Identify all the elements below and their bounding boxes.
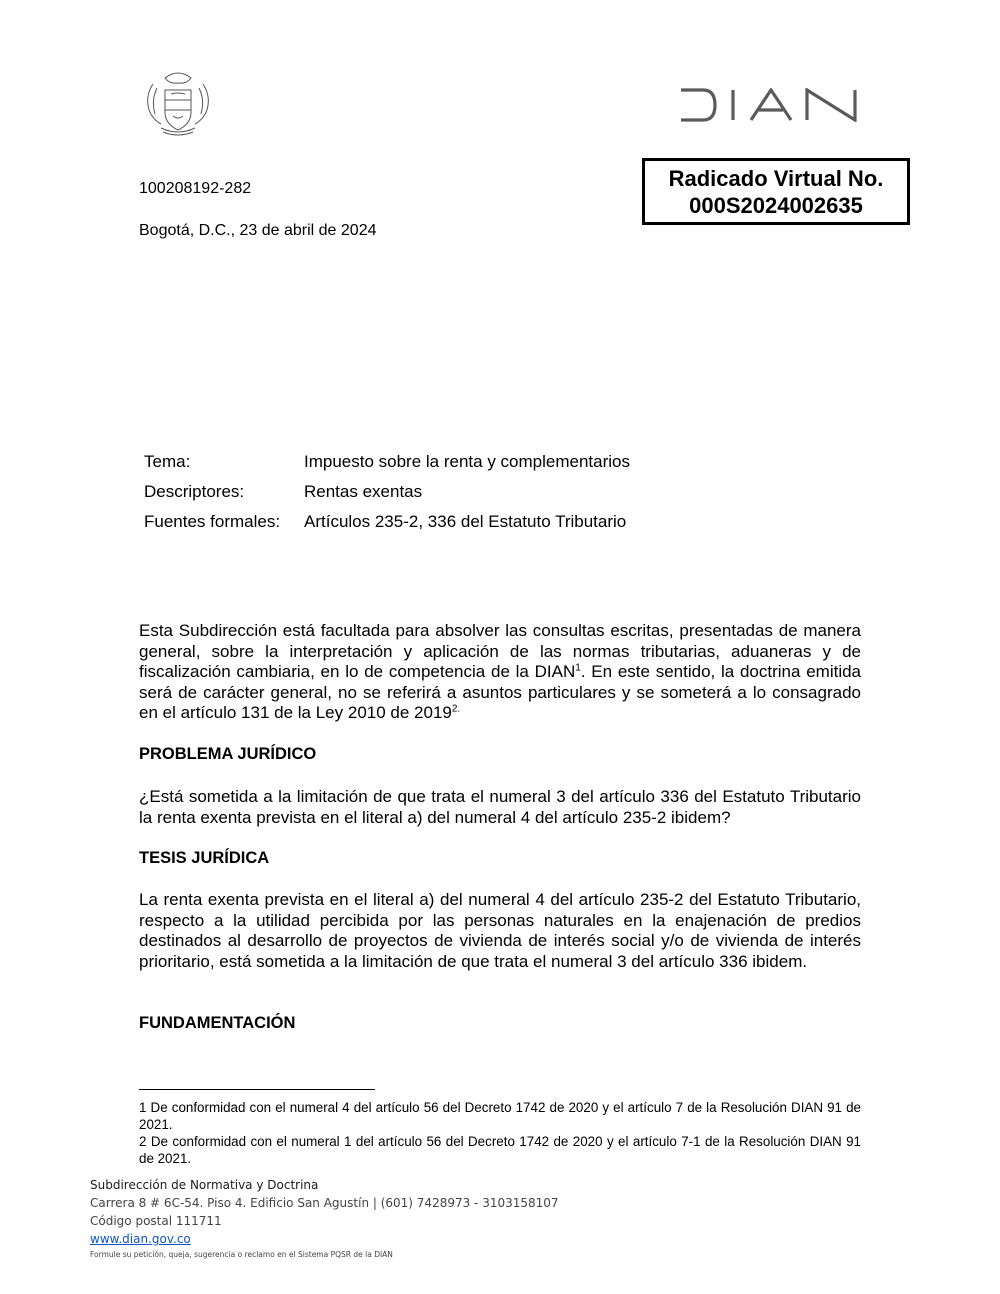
tesis-paragraph: La renta exenta prevista en el literal a) del numeral 4 del artículo 235-2 del Estatuto Tributario, respecto a la utilidad percibida por las personas naturales en la enajenación de predios destinados al desarrollo de proyectos de vivienda de interés social y/o de vivienda de interés prioritario, está sometida a la limitación de que trata el numeral 3 del artículo 336 ibidem. — [139, 890, 861, 971]
footnote-2: 2 De conformidad con el numeral 1 del artículo 56 del Decreto 1742 de 2020 y el artículo 7-1 de la Resolución DIAN 91 de 2021. — [139, 1134, 861, 1166]
footnote-divider — [139, 1089, 375, 1090]
city-date: Bogotá, D.C., 23 de abril de 2024 — [139, 222, 377, 239]
footer-office: Subdirección de Normativa y Doctrina — [90, 1178, 319, 1192]
problema-paragraph: ¿Está sometida a la limitación de que trata el numeral 3 del artículo 336 del Estatuto Tributario la renta exenta prevista en el literal a) del numeral 4 del artículo 235-2 ibidem? — [139, 787, 861, 827]
fundamentacion-heading: FUNDAMENTACIÓN — [139, 1014, 296, 1032]
subject-metadata — [144, 452, 630, 542]
intro-text-part1: Esta Subdirección está facultada para absolver las consultas escritas, presentadas de manera general, sobre la interpretación y aplicación de las normas tributarias, aduaneras y de fiscalización cambiaria, en lo de competencia de la DIAN — [139, 621, 861, 682]
meta-label: Descriptores: — [144, 482, 245, 501]
footer-address: Carrera 8 # 6C-54. Piso 4. Edificio San Agustín | (601) 7428973 - 3103158107 — [90, 1196, 559, 1210]
tesis-heading: TESIS JURÍDICA — [139, 849, 270, 867]
footnote-ref-1[interactable]: 1 — [575, 662, 581, 674]
radicado-box — [642, 158, 910, 225]
footnote-1: 1 De conformidad con el numeral 4 del artículo 56 del Decreto 1742 de 2020 y el artículo 7 de la Resolución DIAN 91 de 2021. — [139, 1100, 861, 1132]
meta-row — [144, 482, 630, 512]
reference-number: 100208192-282 — [139, 180, 252, 197]
intro-paragraph — [139, 621, 861, 724]
meta-value: Impuesto sobre la renta y complementarios — [304, 452, 630, 471]
intro-text-part2: . En este sentido, la doctrina emitida será de carácter general, no se referirá a asuntos particulares y se someterá a lo consagrado en el artículo 131 de la Ley 2010 de 2019 — [139, 662, 862, 723]
footer-website-link[interactable]: www.dian.gov.co — [90, 1232, 191, 1246]
meta-value: Rentas exentas — [304, 482, 423, 501]
page-footer — [90, 1178, 559, 1259]
meta-label: Tema: — [144, 452, 191, 471]
meta-row — [144, 512, 630, 542]
footer-pqsr-note: Formule su petición, queja, sugerencia o reclamo en el Sistema PQSR de la DIAN — [90, 1250, 393, 1259]
radicado-label: Radicado Virtual No. — [668, 166, 884, 191]
colombia-coat-of-arms-icon — [143, 70, 213, 138]
dian-logo — [679, 88, 859, 122]
footer-postal-code: Código postal 111711 — [90, 1214, 222, 1228]
radicado-number: 000S2024002635 — [689, 193, 863, 218]
footnote-ref-2[interactable]: 2. — [451, 703, 461, 715]
meta-row — [144, 452, 630, 482]
meta-label: Fuentes formales: — [144, 512, 281, 531]
meta-value: Artículos 235-2, 336 del Estatuto Tributario — [304, 512, 627, 531]
problema-heading: PROBLEMA JURÍDICO — [139, 745, 317, 763]
